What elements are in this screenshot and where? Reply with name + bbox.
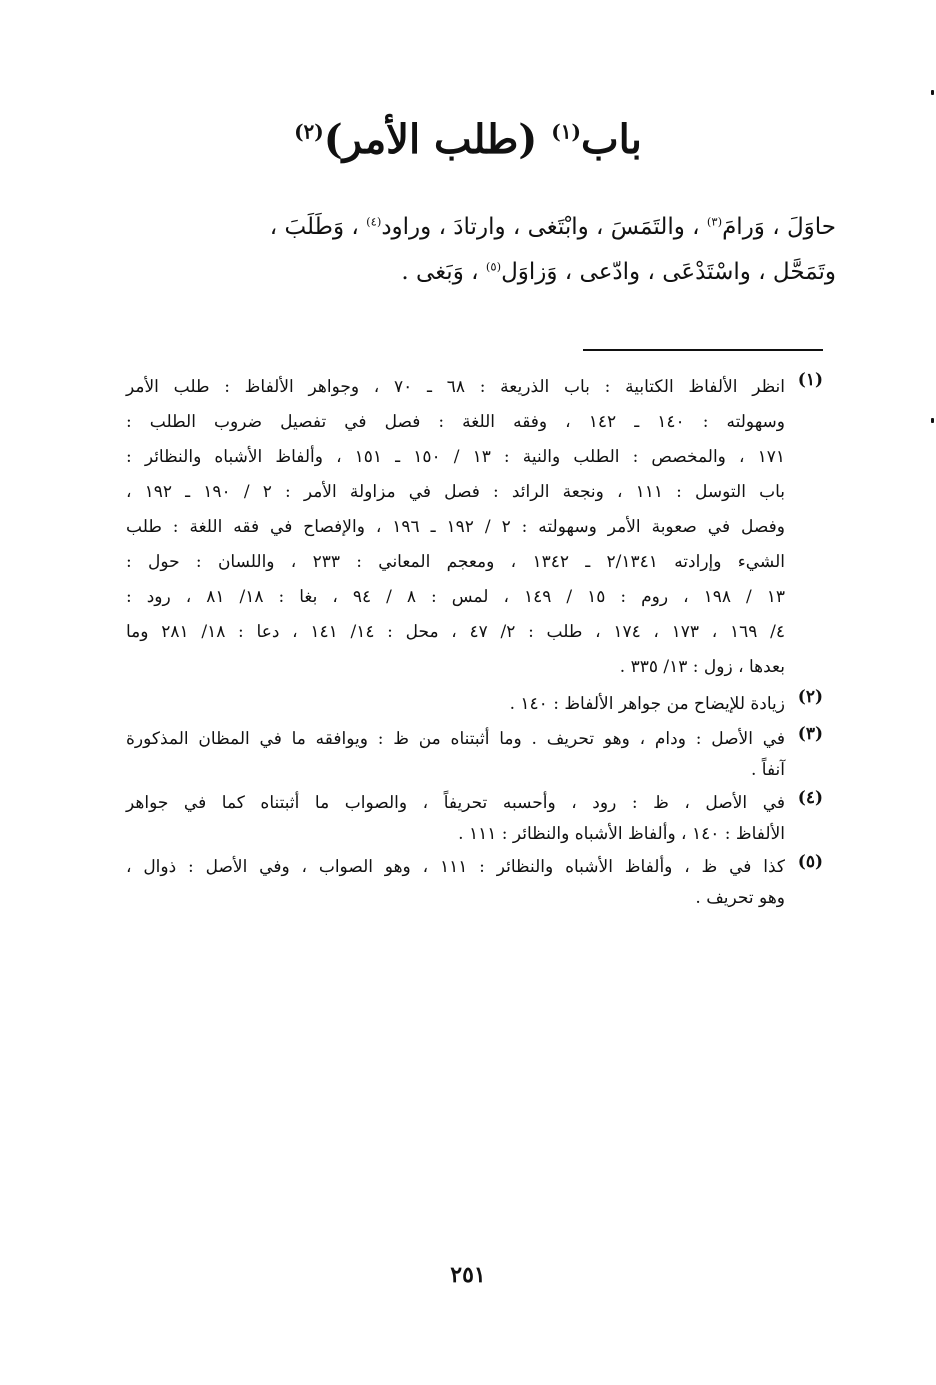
footnote-line: ١٧١ ، والمخصص : الطلب والنية : ١٣ / ١٥٠ ـ ١٥١ ، وألفاظ الأشباه والنظائر : (126, 447, 785, 467)
footnote-line: آنفاً . (750, 760, 785, 780)
word-list-line-2-part-a: وتَمَحَّل ، واسْتَدْعَى ، وادّعى ، وَزاوَل (501, 259, 836, 285)
footnote-2 (126, 687, 823, 722)
footnote-line: في الأصل : ودام ، وهو تحريف . وما أثبتناه من ظ : ويوافقه ما في المظان المذكورة (126, 729, 785, 749)
chapter-title-word: باب (580, 116, 642, 163)
footnote-ref-1: (١) (551, 119, 581, 144)
footnote-ref-5: (٥) (485, 259, 502, 274)
word-list-line-1-part-a: حاوَلَ ، وَرامَ (722, 214, 836, 240)
scan-speck (931, 418, 934, 423)
footnote-1 (126, 370, 823, 685)
footnote-separator (583, 349, 823, 351)
footnote-text (126, 788, 823, 850)
footnote-line: زيادة للإيضاح من جواهر الألفاظ : ١٤٠ . (509, 694, 785, 714)
footnote-number: (٤) (797, 788, 823, 808)
footnotes (126, 370, 823, 914)
footnote-ref-3: (٣) (706, 214, 723, 229)
footnote-number: (٣) (797, 724, 823, 744)
footnote-number: (٥) (797, 852, 823, 872)
word-list-line-2-part-b: ، وَبَغى . (401, 259, 486, 285)
word-list-line-1-part-c: ، وَطَلَبَ ، (269, 214, 367, 240)
footnote-ref-4: (٤) (366, 214, 382, 229)
footnote-text (126, 724, 823, 786)
footnote-line: وهو تحريف . (695, 888, 785, 908)
footnote-line: وسهولته : ١٤٠ ـ ١٤٢ ، وفقه اللغة : فصل في تفصيل ضروب الطلب : (126, 412, 785, 432)
footnote-line: انظر الألفاظ الكتابية : باب الذريعة : ٦٨ ـ ٧٠ ، وجواهر الألفاظ : طلب الأمر (126, 377, 786, 397)
footnote-text (126, 687, 823, 722)
word-list (95, 205, 836, 295)
footnote-line: الألفاظ : ١٤٠ ، وألفاظ الأشباه والنظائر : ١١١ . (458, 824, 785, 844)
footnote-ref-2: (٢) (294, 119, 324, 144)
word-list-line-1-part-b: ، والتَمَسَ ، وابْتَغى ، وارتادَ ، وراود (381, 214, 707, 240)
footnote-line: وفصل في صعوبة الأمر وسهولته : ٢ / ١٩٢ ـ ١٩٦ ، والإفصاح في فقه اللغة : طلب (126, 517, 785, 537)
footnote-3 (126, 724, 823, 786)
word-list-line-1 (95, 205, 836, 250)
footnote-5 (126, 852, 823, 914)
chapter-title (0, 112, 936, 168)
page-number: ٢٥١ (450, 1262, 486, 1288)
chapter-title-heading: (طلب الأمر) (323, 116, 538, 163)
footnote-line: باب التوسل : ١١١ ، ونجعة الرائد : فصل في مزاولة الأمر : ٢ / ١٩٠ ـ ١٩٢ ، (126, 482, 785, 502)
footnote-line: ٤/ ١٦٩ ، ١٧٣ ، ١٧٤ ، طلب : ٢/ ٤٧ ، محل : ١٤/ ١٤١ ، دعا : ١٨/ ٢٨١ وما (126, 622, 785, 642)
footnote-text (126, 370, 823, 685)
footnote-line: بعدها ، زول : ١٣/ ٣٣٥ . (619, 657, 785, 677)
footnote-number: (٢) (797, 687, 823, 707)
footnote-number: (١) (797, 370, 823, 390)
footnote-line: ١٣ / ١٩٨ ، روم : ١٥ / ١٤٩ ، لمس : ٨ / ٩٤ ، بغا : ١٨/ ٨١ ، رود : (126, 587, 785, 607)
footnote-line: في الأصل ، ظ : رود ، وأحسبه تحريفاً ، والصواب ما أثبتناه كما في جواهر (126, 793, 785, 813)
footnote-line: كذا في ظ ، وألفاظ الأشباه والنظائر : ١١١ ، وهو الصواب ، وفي الأصل : ذوال ، (126, 857, 785, 877)
footnote-line: الشيء وإرادته ٢/١٣٤١ ـ ١٣٤٢ ، ومعجم المعاني : ٢٣٣ ، واللسان : حول : (126, 552, 785, 572)
scan-speck (931, 90, 934, 95)
footnote-4 (126, 788, 823, 850)
word-list-line-2 (95, 250, 836, 295)
footnote-text (126, 852, 823, 914)
